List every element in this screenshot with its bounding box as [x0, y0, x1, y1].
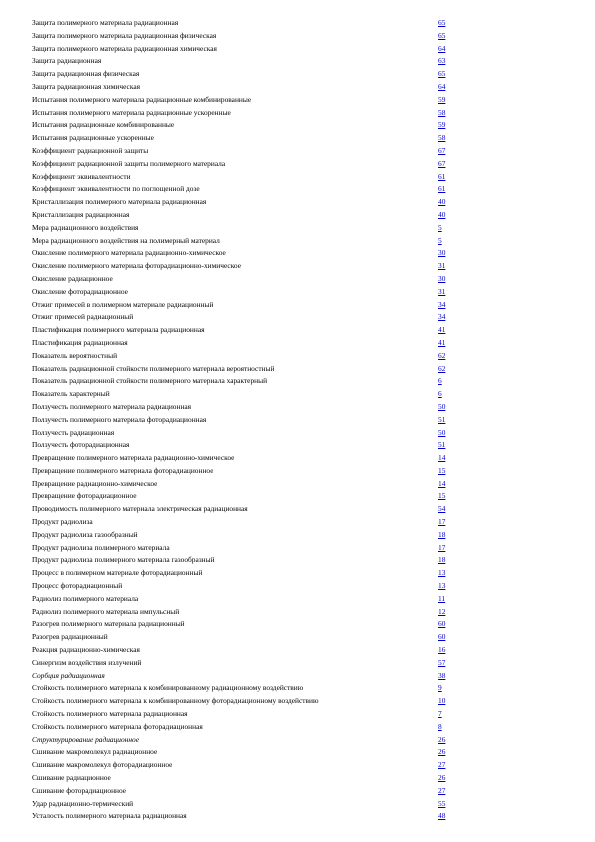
index-page-link[interactable]: 67: [438, 158, 446, 168]
index-page-link[interactable]: 60: [438, 619, 446, 629]
index-term: Показатель радиационной стойкости полимерного материала характерный: [32, 376, 268, 386]
index-term: Мера радиационного воздействия на полимерный материал: [32, 235, 220, 245]
index-entry: [32, 273, 452, 286]
index-page-link[interactable]: 58: [438, 133, 446, 143]
index-page-link[interactable]: 6: [438, 376, 442, 386]
index-term: Синергизм воздействия излучений: [32, 657, 142, 667]
index-page-link[interactable]: 26: [438, 747, 446, 757]
index-page-link[interactable]: 31: [438, 261, 446, 271]
index-term: Кристаллизация полимерного материала радиационная: [32, 197, 207, 207]
index-term: Защита полимерного материала радиационная: [32, 18, 179, 27]
index-term: Усталость полимерного материала радиационная: [32, 811, 187, 821]
index-page-link[interactable]: 5: [438, 222, 442, 232]
index-term: Сшивание радиационное: [32, 773, 111, 783]
index-entry: [32, 235, 452, 248]
index-term: Защита полимерного материала радиационная химическая: [32, 43, 217, 53]
index-entry: [32, 260, 452, 273]
index-entry: [32, 657, 452, 670]
index-page-link[interactable]: 59: [438, 94, 446, 104]
index-entry: [32, 222, 452, 235]
index-term: Пластификация радиационная: [32, 337, 128, 347]
index-term: Реакция радиационно-химическая: [32, 645, 140, 655]
index-entry: [32, 132, 452, 145]
index-page-link[interactable]: 30: [438, 273, 446, 283]
index-page-link[interactable]: 18: [438, 555, 446, 565]
index-entry: [32, 401, 452, 414]
index-term: Превращение радиационно-химическое: [32, 478, 158, 488]
index-entry: [32, 68, 452, 81]
index-entry: [32, 337, 452, 350]
index-term: Превращение полимерного материала фоторадиационное: [32, 465, 214, 475]
index-term: Окисление радиационное: [32, 273, 113, 283]
index-term: Радиолиз полимерного материала: [32, 593, 139, 603]
index-entry: [32, 759, 452, 772]
index-term: Продукт радиолиза полимерного материала газообразный: [32, 555, 215, 565]
index-page-link[interactable]: 54: [438, 504, 446, 514]
index-entry: [32, 158, 452, 171]
index-entry: [32, 375, 452, 388]
index-entry: [32, 810, 452, 823]
index-entry: [32, 516, 452, 529]
index-entry: [32, 119, 452, 132]
index-entry: [32, 183, 452, 196]
index-entry: [32, 196, 452, 209]
index-page-link[interactable]: 15: [438, 465, 446, 475]
index-entry: [32, 414, 452, 427]
index-term: Разогрев радиационный: [32, 632, 108, 642]
index-entry: [32, 286, 452, 299]
index-term: Проводимость полимерного материала электрическая радиационная: [32, 504, 248, 514]
index-page-link[interactable]: 41: [438, 325, 446, 335]
index-entry: [32, 209, 452, 222]
index-page-link[interactable]: 62: [438, 350, 446, 360]
index-term: Ползучесть фоторадиационная: [32, 440, 130, 450]
index-entry: [32, 554, 452, 567]
index-page-link[interactable]: 31: [438, 286, 446, 296]
index-entry: [32, 94, 452, 107]
index-page-link[interactable]: 55: [438, 798, 446, 808]
index-term: Стойкость полимерного материала фоторадиационная: [32, 721, 203, 731]
index-page-link[interactable]: 7: [438, 709, 442, 719]
index-term: Стойкость полимерного материала к комбинированному радиационному воздействию: [32, 683, 304, 693]
index-term: Защита радиационная: [32, 56, 102, 66]
index-page-link[interactable]: 17: [438, 517, 446, 527]
index-term: Продукт радиолиза газообразный: [32, 529, 138, 539]
index-page-link[interactable]: 61: [438, 184, 446, 194]
index-page-link[interactable]: 60: [438, 632, 446, 642]
index-page-link[interactable]: 34: [438, 299, 446, 309]
index-term: Окисление фоторадиационное: [32, 286, 128, 296]
index-entry: [32, 324, 452, 337]
index-entry: [32, 299, 452, 312]
index-term: Показатель радиационной стойкости полимерного материала вероятностный: [32, 363, 275, 373]
index-entry: [32, 311, 452, 324]
index-page-link[interactable]: 17: [438, 542, 446, 552]
index-term: Кристаллизация радиационная: [32, 209, 130, 219]
index-term: Стойкость полимерного материала радиационная: [32, 709, 188, 719]
index-page-link[interactable]: 34: [438, 312, 446, 322]
index-page-link[interactable]: 65: [438, 69, 446, 79]
index-page-link[interactable]: 64: [438, 43, 446, 53]
index-term: Коэффициент эквивалентности: [32, 171, 131, 181]
index-page-link[interactable]: 26: [438, 734, 446, 744]
index-entry: [32, 785, 452, 798]
index-entry: [32, 618, 452, 631]
index-page-link[interactable]: 18: [438, 529, 446, 539]
index-entry: [32, 363, 452, 376]
index-entry: [32, 55, 452, 68]
index-entry: [32, 478, 452, 491]
index-term: Окисление полимерного материала радиационно-химическое: [32, 248, 226, 258]
index-entry: [32, 644, 452, 657]
index-term: Окисление полимерного материала фоторадиационно-химическое: [32, 261, 241, 271]
index-page-link[interactable]: 67: [438, 145, 446, 155]
index-term: Отжиг примесей радиационный: [32, 312, 134, 322]
index-entry: [32, 542, 452, 555]
index-page-link[interactable]: 50: [438, 401, 446, 411]
index-entry: [32, 490, 452, 503]
index-page-link[interactable]: 27: [438, 785, 446, 795]
index-term: Защита полимерного материала радиационная физическая: [32, 30, 217, 40]
index-term: Коэффициент радиационной защиты полимерного материала: [32, 158, 226, 168]
index-page-link[interactable]: 65: [438, 30, 446, 40]
index-entry: [32, 247, 452, 260]
index-entry: [32, 772, 452, 785]
index-page-link[interactable]: 10: [438, 696, 446, 706]
index-page-link[interactable]: 58: [438, 107, 446, 117]
index-term: Испытания полимерного материала радиационные ускоренные: [32, 107, 231, 117]
index-entry: [32, 465, 452, 478]
index-entry: [32, 30, 452, 43]
index-page-link[interactable]: 40: [438, 197, 446, 207]
index-term: Превращение полимерного материала радиационно-химическое: [32, 453, 235, 463]
index-term: Продукт радиолиза: [32, 517, 93, 527]
index-page-link[interactable]: 40: [438, 209, 446, 219]
index-term: Сшивание макромолекул фоторадиационное: [32, 760, 173, 770]
index-term: Процесс фоторадиационный: [32, 581, 123, 591]
index-term: Ползучесть полимерного материала фоторадиационная: [32, 414, 207, 424]
index-term: Коэффициент радиационной защиты: [32, 145, 149, 155]
index-term: Превращение фоторадиационное: [32, 491, 137, 501]
index-term: Испытания радиационные ускоренные: [32, 133, 154, 143]
index-page-link[interactable]: 50: [438, 427, 446, 437]
index-page-link[interactable]: 13: [438, 581, 446, 591]
index-term: Защита радиационная физическая: [32, 69, 140, 79]
index-term: Испытания радиационные комбинированные: [32, 120, 175, 130]
index-entry: [32, 593, 452, 606]
index-page-link[interactable]: 16: [438, 645, 446, 655]
index-entry: [32, 388, 452, 401]
index-page-link[interactable]: 13: [438, 568, 446, 578]
index-entry: [32, 670, 452, 683]
index-page-link[interactable]: 61: [438, 171, 446, 181]
index-entry: [32, 350, 452, 363]
index-entry: [32, 631, 452, 644]
index-entry: [32, 734, 452, 747]
index-page-link[interactable]: 41: [438, 337, 446, 347]
index-page-link[interactable]: 59: [438, 120, 446, 130]
index-term: Процесс в полимерном материале фоторадиационный: [32, 568, 203, 578]
index-page-link[interactable]: 64: [438, 81, 446, 91]
index-entry: [32, 452, 452, 465]
index-entry: [32, 439, 452, 452]
index-term: Структурирование радиационное: [32, 734, 139, 744]
index-term: Мера радиационного воздействия: [32, 222, 139, 232]
index-entry: [32, 695, 452, 708]
index-page-link[interactable]: 9: [438, 683, 442, 693]
index-term: Испытания полимерного материала радиационные комбинированные: [32, 94, 252, 104]
index-page-link[interactable]: 14: [438, 478, 446, 488]
index-page-link[interactable]: 26: [438, 773, 446, 783]
index-entry: [32, 567, 452, 580]
index-term: Коэффициент эквивалентности по поглощенной дозе: [32, 184, 200, 194]
index-entry: [32, 81, 452, 94]
index-entry: [32, 682, 452, 695]
index-entry: [32, 529, 452, 542]
index-term: Продукт радиолиза полимерного материала: [32, 542, 170, 552]
index-entry: [32, 503, 452, 516]
index-page-link[interactable]: 62: [438, 363, 446, 373]
index-entry: [32, 798, 452, 811]
index-entry: [32, 721, 452, 734]
index-page-link[interactable]: 48: [438, 811, 446, 821]
index-entry: [32, 427, 452, 440]
index-page-link[interactable]: 6: [438, 389, 442, 399]
index-page-link[interactable]: 14: [438, 453, 446, 463]
index-term: Разогрев полимерного материала радиационный: [32, 619, 185, 629]
index-page-link[interactable]: 38: [438, 670, 446, 680]
index-term: Показатель вероятностный: [32, 350, 118, 360]
index-term: Ползучесть полимерного материала радиационная: [32, 401, 192, 411]
index-page-link[interactable]: 51: [438, 440, 446, 450]
index-term: Отжиг примесей в полимерном материале радиационный: [32, 299, 214, 309]
index-term: Сшивание фоторадиационное: [32, 785, 127, 795]
index-entry: [32, 145, 452, 158]
index-term: Радиолиз полимерного материала импульсный: [32, 606, 180, 616]
index-term: Стойкость полимерного материала к комбинированному фоторадиационному воздействию: [32, 696, 319, 706]
index-term: Показатель характерный: [32, 389, 110, 399]
index-term: Защита радиационная химическая: [32, 81, 140, 91]
index-page-link[interactable]: 30: [438, 248, 446, 258]
index-entry: [32, 17, 452, 30]
index-page-link[interactable]: 5: [438, 235, 442, 245]
index-page-link[interactable]: 11: [438, 593, 446, 603]
index-term: Пластификация полимерного материала радиационная: [32, 325, 205, 335]
index-page-link[interactable]: 51: [438, 414, 446, 424]
index-page-link[interactable]: 12: [438, 606, 446, 616]
index-entry: [32, 746, 452, 759]
index-entry: [32, 171, 452, 184]
index-term: Удар радиационно-термический: [32, 798, 134, 808]
subject-index: [32, 17, 452, 823]
index-page-link[interactable]: 63: [438, 56, 446, 66]
index-entry: [32, 107, 452, 120]
index-term: Сшивание макромолекул радиационное: [32, 747, 158, 757]
index-term: Сорбция радиационная: [32, 670, 105, 680]
index-entry: [32, 43, 452, 56]
index-page-link[interactable]: 8: [438, 721, 442, 731]
index-page-link[interactable]: 57: [438, 657, 446, 667]
index-page-link[interactable]: 65: [438, 18, 446, 27]
index-term: Ползучесть радиационная: [32, 427, 115, 437]
index-entry: [32, 708, 452, 721]
index-entry: [32, 606, 452, 619]
index-page-link[interactable]: 27: [438, 760, 446, 770]
index-entry: [32, 580, 452, 593]
index-page-link[interactable]: 15: [438, 491, 446, 501]
